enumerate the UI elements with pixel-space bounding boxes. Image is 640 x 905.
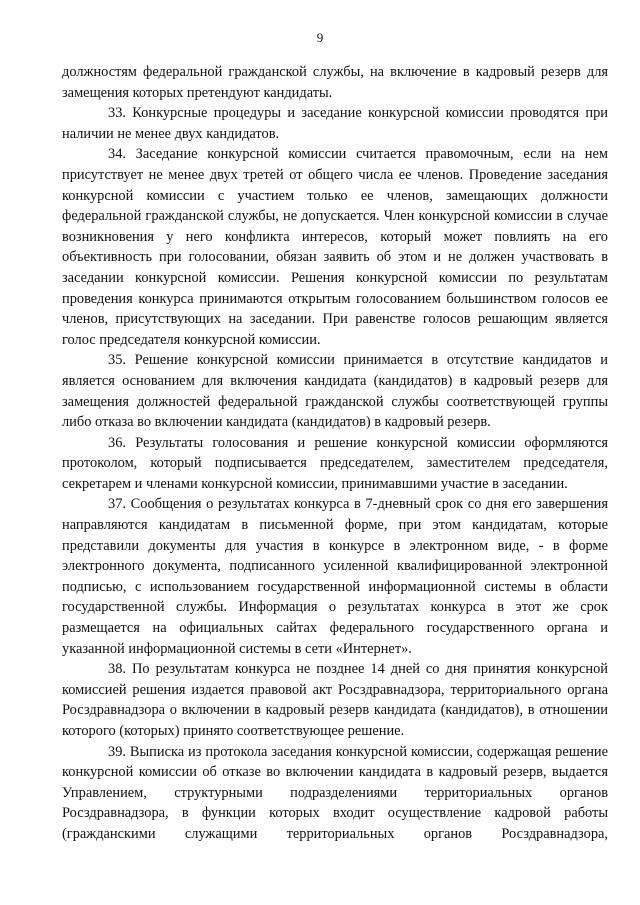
paragraph-36: 36. Результаты голосования и решение конкурсной комиссии оформляются протоколом, который подписывается председателем, заместителем председателя, секретарем и членами конкурсной комиссии, принимавшими участие в заседании. <box>62 434 608 492</box>
paragraph-35: 35. Решение конкурсной комиссии принимается в отсутствие кандидатов и является основанием для включения кандидата (кандидатов) в кадровый резерв для замещения должностей федеральной гражданской службы соответствующей группы либо отказа во включении кандидата (кандидатов) в кадровый резерв. <box>62 352 608 431</box>
paragraph-34: 34. Заседание конкурсной комиссии считается правомочным, если на нем присутствует не менее двух третей от общего числа ее членов. Проведение заседания конкурсной комиссии с участием только ее членов, замещающих должности федеральной гражданской службы, не допускается. Член конкурсной комиссии в случае возникновения у него конфликта интересов, который может повлиять на его объективность при голосовании, обязан заявить об этом и не должен участвовать в заседании конкурсной комиссии. Решения конкурсной комиссии по результатам проведения конкурса принимаются открытым голосованием большинством голосов ее членов, присутствующих на заседании. При равенстве голосов решающим является голос председателя конкурсной комиссии. <box>62 146 608 348</box>
paragraph-continuation: должностям федеральной гражданской службы, на включение в кадровый резерв для замещения которых претендуют кандидаты. <box>62 64 608 101</box>
document-body <box>62 62 608 845</box>
paragraph-39: 39. Выписка из протокола заседания конкурсной комиссии, содержащая решение конкурсной комиссии об отказе во включении кандидата в кадровый резерв, выдается Управлением, структурными подразделениями территориальных органов Росздравнадзора, в функции которых входит осуществление кадровой работы (гражданскими служащими территориальных органов Росздравнадзора, <box>62 743 608 842</box>
page-number: 9 <box>316 30 324 45</box>
paragraph-37: 37. Сообщения о результатах конкурса в 7-дневный срок со дня его завершения направляются кандидатам в письменной форме, при этом кандидатам, которые представили документы для участия в конкурсе в электронном виде, - в форме электронного документа, подписанного усиленной квалифицированной электронной подписью, с использованием государственной информационной системы в области государственной службы. Информация о результатах конкурса в этот же срок размещается на официальных сайтах федерального государственного органа и указанной информационной системы в сети «Интернет». <box>62 496 608 657</box>
paragraph-38: 38. По результатам конкурса не позднее 14 дней со дня принятия конкурсной комиссией решения издается правовой акт Росздравнадзора, территориального органа Росздравнадзора о включении в кадровый резерв кандидата (кандидатов), в отношении которого (которых) принято соответствующее решение. <box>62 661 608 739</box>
paragraph-33: 33. Конкурсные процедуры и заседание конкурсной комиссии проводятся при наличии не менее двух кандидатов. <box>62 105 608 142</box>
